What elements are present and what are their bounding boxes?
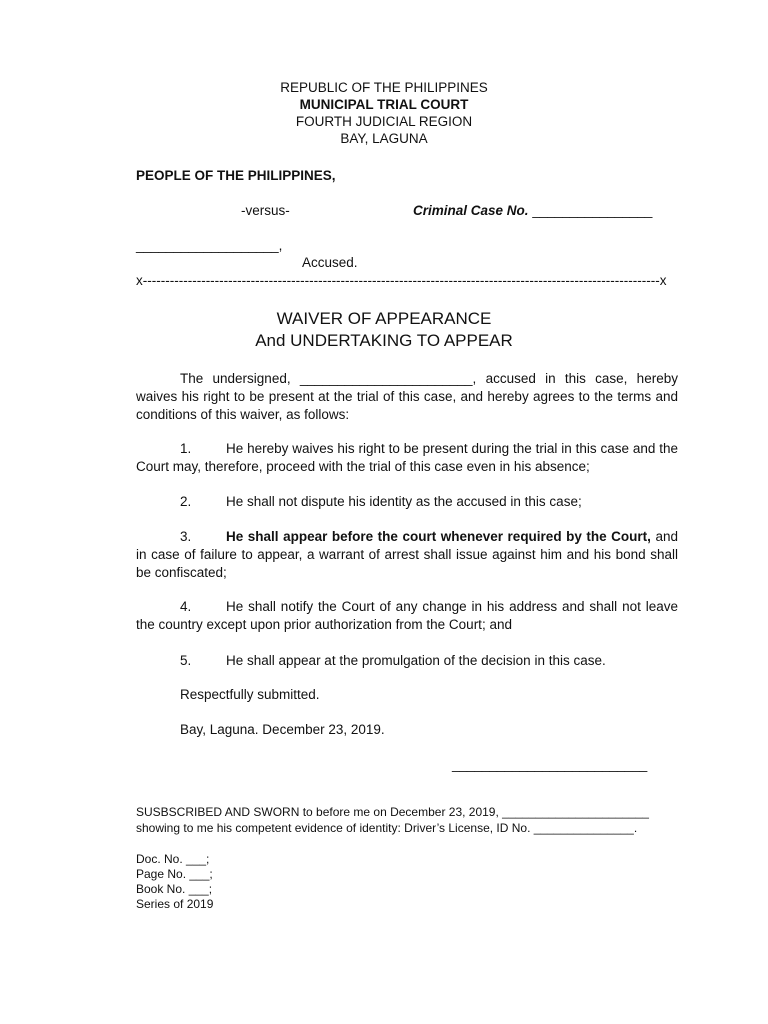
item-text: He shall notify the Court of any change in his address and shall not leave the country except upon prior authorization from the Court; and (136, 599, 678, 632)
document-subtitle: And UNDERTAKING TO APPEAR (255, 331, 513, 350)
header-republic: REPUBLIC OF THE PHILIPPINES (280, 80, 488, 95)
item-number: 4. (180, 599, 192, 614)
item-text: He hereby waives his right to be present during the trial in this case and the Court may, therefore, proceed with the trial of this case even in his absence; (136, 441, 678, 474)
item-text: He shall not dispute his identity as the accused in this case; (226, 494, 582, 509)
header-court: MUNICIPAL TRIAL COURT (299, 97, 469, 112)
item-number: 3. (180, 529, 192, 544)
intro-text-b: accused in this case, hereby waives his right to be present at the trial of this case, and hereby agrees to the terms and conditions of this waiver, as follows: (136, 371, 678, 422)
plaintiff-name: PEOPLE OF THE PHILIPPINES, (136, 168, 336, 183)
caption-separator: x-------------------------------------------------------------------------------------------------------------------x (136, 273, 667, 288)
document-title: WAIVER OF APPEARANCE (276, 309, 492, 328)
versus-label: -versus- (241, 203, 290, 218)
item-text: He shall appear at the promulgation of the decision in this case. (226, 653, 606, 668)
series-year: Series of 2019 (136, 897, 214, 911)
condition-item-3 (136, 528, 678, 582)
jurat-line-2: showing to me his competent evidence of identity: Driver’s License, ID No. _______________. (136, 821, 638, 835)
condition-item-5 (136, 652, 678, 670)
intro-paragraph (136, 370, 678, 424)
accused-label: Accused. (302, 255, 358, 270)
header-location: BAY, LAGUNA (340, 131, 428, 146)
accused-blank: ___________________, (136, 238, 283, 253)
case-number-blank: ________________ (532, 203, 653, 218)
item-bold-text: He shall appear before the court whenever required by the Court, (226, 529, 651, 544)
item-number: 1. (180, 441, 192, 456)
intro-text-a: The undersigned, (180, 371, 291, 386)
closing-text: Respectfully submitted. (180, 687, 320, 702)
case-number (413, 203, 652, 218)
page-number: Page No. ___; (136, 867, 213, 881)
place-date: Bay, Laguna. December 23, 2019. (180, 722, 385, 737)
jurat-line-1: SUSBSCRIBED AND SWORN to before me on December 23, 2019, ______________________ (136, 805, 649, 819)
signature-line: __________________________ (452, 757, 648, 772)
condition-item-1 (136, 440, 678, 476)
condition-item-2 (136, 493, 678, 511)
header-region: FOURTH JUDICIAL REGION (295, 114, 473, 129)
condition-item-4 (136, 598, 678, 634)
doc-number: Doc. No. ___; (136, 852, 210, 866)
case-number-label: Criminal Case No. (413, 203, 529, 218)
item-text: and in case of failure to appear, a warrant of arrest shall issue against him and his bond shall be confiscated; (136, 529, 678, 580)
item-number: 5. (180, 653, 192, 668)
undersigned-blank: _______________________, (299, 371, 477, 386)
book-number: Book No. ___; (136, 882, 213, 896)
item-number: 2. (180, 494, 192, 509)
